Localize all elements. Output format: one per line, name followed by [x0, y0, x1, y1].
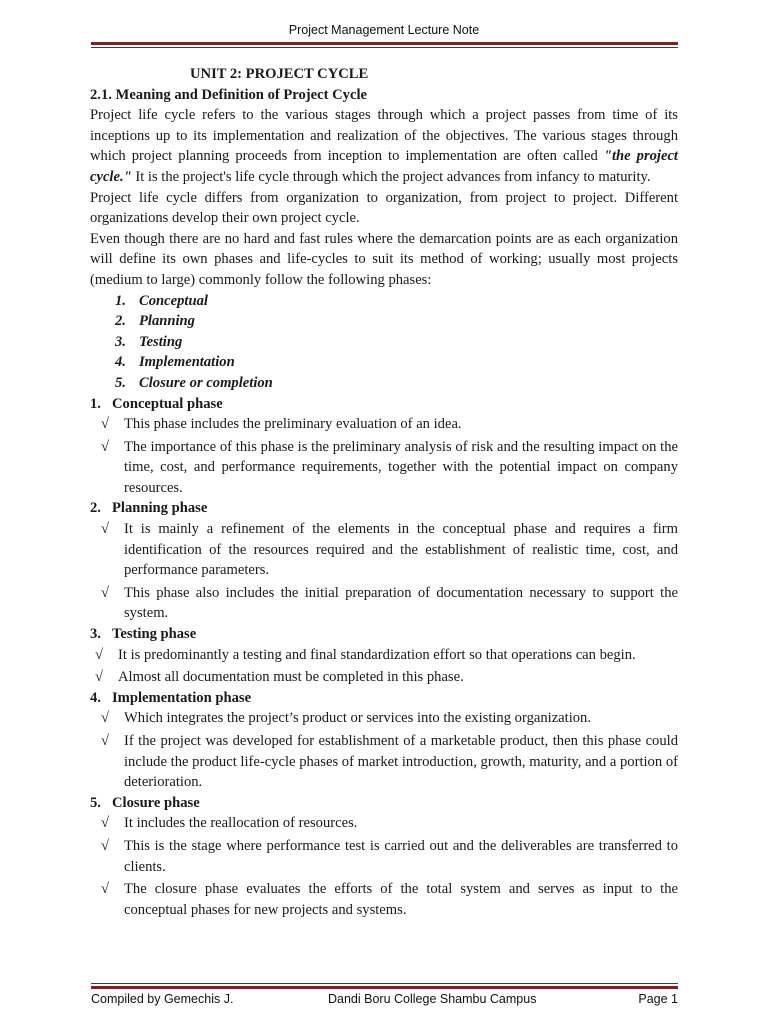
bullet-point: [90, 813, 678, 834]
phase-heading-title: Planning phase: [112, 500, 208, 517]
bullet-point: [90, 836, 678, 877]
check-mark-icon: √: [101, 733, 110, 749]
header-title: Project Management Lecture Note: [288, 23, 480, 37]
phase-heading-number: 4.: [90, 689, 101, 706]
bullet-point: [90, 583, 678, 624]
phase-list-number: 1.: [115, 292, 126, 309]
bullet-text: This phase also includes the initial preparation of documentation necessary to support the system.: [124, 584, 678, 622]
intro-p1-emphasis: "the project cycle.": [90, 148, 678, 185]
bullet-point: [90, 645, 678, 666]
footer-author: Compiled by Gemechis J.: [91, 992, 234, 1006]
conceptual-points: [90, 414, 678, 498]
footer-institution: Dandi Boru College Shambu Campus: [328, 992, 537, 1006]
bullet-text: It includes the reallocation of resources.: [124, 815, 358, 832]
phase-heading-testing: [90, 624, 678, 645]
bullet-point: [90, 414, 678, 435]
check-mark-icon: √: [101, 438, 110, 455]
phase-list-number: 2.: [115, 313, 126, 330]
testing-points: [90, 645, 678, 688]
check-mark-icon: √: [101, 416, 110, 433]
phase-heading-number: 5.: [90, 794, 101, 811]
phase-list-item: [90, 291, 678, 312]
footer-rule: [91, 981, 678, 989]
unit-title: UNIT 2: PROJECT CYCLE: [190, 66, 369, 82]
intro-paragraph-1: [90, 105, 678, 187]
intro-paragraph-3: Even though there are no hard and fast rules where the demarcation points are as each organization will define its own phases and life-cycles to suit its method of working; usually most projects (medium to large) commonly follow the following phases:: [90, 230, 678, 288]
check-mark-icon: √: [101, 837, 110, 854]
bullet-text: The closure phase evaluates the efforts of the total system and serves as input to the conceptual phases for new projects and systems.: [124, 881, 678, 918]
implementation-points: [90, 708, 678, 792]
bullet-point: [90, 708, 678, 729]
phase-list-label: Implementation: [139, 354, 235, 371]
planning-points: [90, 519, 678, 624]
phase-list-number: 5.: [115, 374, 126, 391]
header-rule: [91, 42, 678, 48]
check-mark-icon: √: [101, 521, 110, 538]
phase-list-label: Conceptual: [139, 292, 208, 309]
phase-heading-title: Closure phase: [112, 794, 200, 811]
check-mark-icon: √: [101, 710, 110, 727]
phase-heading-number: 2.: [90, 500, 101, 517]
bullet-text: Which integrates the project’s product or services into the existing organization.: [124, 710, 591, 727]
phase-heading-planning: [90, 498, 678, 519]
intro-p1-rest: It is the project's life cycle through which the project advances from infancy to maturity.: [131, 168, 651, 185]
phase-list-label: Closure or completion: [139, 374, 273, 391]
phase-list-item: [90, 332, 678, 353]
phase-heading-number: 1.: [90, 395, 101, 412]
bullet-point: [90, 667, 678, 688]
bullet-text: It is mainly a refinement of the elements in the conceptual phase and requires a firm identification of the resources required and the establishment of realistic time, cost, and performance parameters.: [124, 521, 678, 579]
phase-heading-conceptual: [90, 394, 678, 415]
check-mark-icon: √: [101, 815, 110, 832]
check-mark-icon: √: [95, 646, 104, 663]
phase-list: [90, 291, 678, 394]
bullet-text: The importance of this phase is the preliminary analysis of risk and the resulting impact on the time, cost, and performance requirements, together with the potential impact on company resources.: [124, 438, 678, 496]
phase-list-item: [90, 352, 678, 373]
page-footer: [91, 992, 678, 1008]
phase-heading-closure: [90, 793, 678, 814]
phase-heading-title: Conceptual phase: [112, 395, 223, 412]
phase-heading-implementation: [90, 688, 678, 709]
phase-list-number: 4.: [115, 354, 126, 371]
bullet-text: This is the stage where performance test is carried out and the deliverables are transferred to clients.: [124, 837, 678, 875]
footer-page-number: Page 1: [638, 992, 678, 1006]
bullet-text: If the project was developed for establishment of a marketable product, then this phase could include the product life-cycle phases of market introduction, growth, maturity, and a portion of deterioration.: [124, 733, 678, 791]
phase-heading-number: 3.: [90, 626, 101, 643]
section-title: 2.1. Meaning and Definition of Project Cycle: [90, 86, 367, 103]
intro-paragraph-2: Project life cycle differs from organization to organization, from project to project. Different organizations develop their own project cycle.: [90, 189, 678, 227]
closure-points: [90, 813, 678, 920]
bullet-point: [90, 879, 678, 920]
phase-list-item: [90, 373, 678, 394]
phase-list-number: 3.: [115, 333, 126, 350]
phase-heading-title: Testing phase: [112, 626, 197, 643]
bullet-point: [90, 437, 678, 499]
bullet-point: [90, 731, 678, 793]
bullet-point: [90, 519, 678, 581]
phase-heading-title: Implementation phase: [112, 689, 252, 706]
intro-p1-text: Project life cycle refers to the various stages through which a project passes from time of its inceptions up to its implementation and realization of the objectives. The various stages through which project planning proceeds from inception to implementation are often called: [90, 107, 678, 165]
check-mark-icon: √: [101, 881, 110, 898]
check-mark-icon: √: [101, 584, 110, 601]
bullet-text: It is predominantly a testing and final standardization effort so that operations can begin.: [118, 646, 636, 663]
bullet-text: Almost all documentation must be completed in this phase.: [118, 669, 464, 686]
bullet-text: This phase includes the preliminary evaluation of an idea.: [124, 416, 462, 433]
phase-list-label: Testing: [139, 333, 183, 350]
phase-list-item: [90, 311, 678, 332]
document-body: [90, 64, 678, 920]
phase-list-label: Planning: [139, 313, 195, 330]
check-mark-icon: √: [95, 669, 104, 686]
